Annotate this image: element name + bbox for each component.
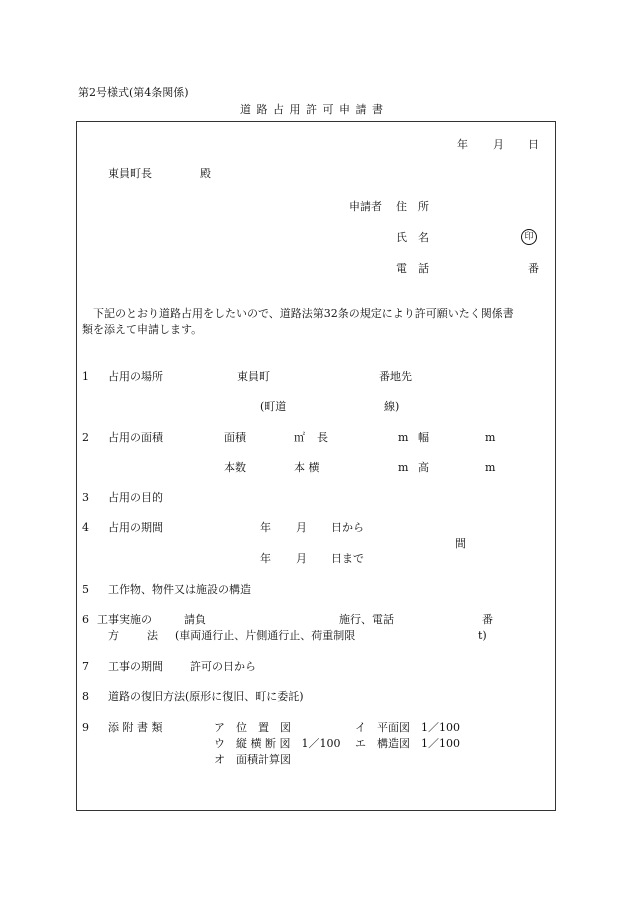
period-between: 間 bbox=[455, 537, 466, 550]
item-1-label: 占用の場所 bbox=[108, 370, 163, 383]
count-length-unit: m bbox=[398, 461, 409, 474]
count-height-label: 高 bbox=[418, 461, 429, 474]
period-to-year: 年 bbox=[260, 552, 271, 565]
applicant-name-label[interactable]: 氏 名 bbox=[396, 231, 429, 244]
construction-ban: 番 bbox=[482, 613, 493, 626]
item-8-label: 道路の復旧方法(原形に復旧、町に委託) bbox=[108, 690, 304, 703]
item-6-label-line-2b: 法 bbox=[147, 629, 158, 642]
page-title: 道 路 占 用 許 可 申 請 書 bbox=[240, 103, 384, 116]
form-number: 第2号様式(第4条関係) bbox=[78, 86, 189, 99]
place-road-open: (町道 bbox=[260, 400, 287, 413]
item-9-label: 添 附 書 類 bbox=[108, 721, 163, 734]
attachment-o: オ 面積計算図 bbox=[214, 753, 291, 766]
period-to-month: 月 bbox=[296, 552, 307, 565]
intro-line-1: 下記のとおり道路占用をしたいので、道路法第32条の規定により許可願いたく関係書 bbox=[93, 307, 514, 320]
item-5-number: 5 bbox=[82, 583, 89, 596]
item-9-number: 9 bbox=[82, 721, 89, 734]
count-hon-yoko: 本 横 bbox=[294, 461, 320, 474]
attachment-e: エ 構造図 1／100 bbox=[355, 737, 460, 750]
construction-restrictions: (車両通行止、片側通行止、荷重制限 bbox=[175, 629, 356, 642]
item-4-label: 占用の期間 bbox=[108, 521, 163, 534]
area-length-unit: m bbox=[398, 431, 409, 444]
date-day-label: 日 bbox=[528, 138, 539, 151]
attachment-a: ア 位 置 図 bbox=[214, 721, 291, 734]
applicant-address-label[interactable]: 住 所 bbox=[396, 200, 429, 213]
count-height-unit: m bbox=[485, 461, 496, 474]
intro-line-2: 類を添えて申請します。 bbox=[82, 323, 203, 336]
seal-mark: 印 bbox=[521, 229, 537, 245]
place-road-close: 線) bbox=[384, 400, 400, 413]
item-7-number: 7 bbox=[82, 660, 89, 673]
construction-phone-label: 施行、電話 bbox=[339, 613, 394, 626]
item-7-label: 工事の期間 bbox=[108, 660, 163, 673]
addressee-name: 東員町長 bbox=[108, 167, 152, 180]
item-3-number: 3 bbox=[82, 491, 89, 504]
item-8-number: 8 bbox=[82, 690, 89, 703]
item-1-number: 1 bbox=[82, 370, 89, 383]
construction-contract: 請負 bbox=[184, 613, 206, 626]
item-2-number: 2 bbox=[82, 431, 89, 444]
item-6-number: 6 bbox=[82, 613, 89, 626]
item-4-number: 4 bbox=[82, 521, 89, 534]
attachment-i: イ 平面図 1／100 bbox=[355, 721, 460, 734]
item-3-label: 占用の目的 bbox=[108, 491, 163, 504]
applicant-phone-label[interactable]: 電 話 bbox=[396, 262, 429, 275]
area-sqm-unit: ㎡ bbox=[294, 431, 305, 444]
item-6-label-line-1: 工事実施の bbox=[97, 613, 152, 626]
period-from-year: 年 bbox=[260, 521, 271, 534]
addressee-honorific: 殿 bbox=[200, 167, 211, 180]
applicant-phone-suffix: 番 bbox=[528, 262, 539, 275]
count-label: 本数 bbox=[224, 461, 246, 474]
attachment-u: ウ 縦 横 断 図 1／100 bbox=[214, 737, 341, 750]
period-to-day: 日まで bbox=[331, 552, 364, 565]
item-2-label: 占用の面積 bbox=[108, 431, 163, 444]
applicant-label: 申請者 bbox=[349, 200, 382, 213]
place-town: 東員町 bbox=[237, 370, 270, 383]
area-length-label: 長 bbox=[317, 431, 328, 444]
item-6-label-line-2a: 方 bbox=[108, 629, 119, 642]
item-5-label: 工作物、物件又は施設の構造 bbox=[108, 583, 251, 596]
period-from-month: 月 bbox=[296, 521, 307, 534]
work-period-value: 許可の日から bbox=[190, 660, 256, 673]
area-width-label: 幅 bbox=[418, 431, 429, 444]
period-from-day: 日から bbox=[331, 521, 364, 534]
date-month-label: 月 bbox=[493, 138, 504, 151]
construction-ton: t) bbox=[478, 629, 487, 642]
area-width-unit: m bbox=[485, 431, 496, 444]
area-label: 面積 bbox=[224, 431, 246, 444]
date-year-label: 年 bbox=[457, 138, 468, 151]
place-lot-suffix: 番地先 bbox=[379, 370, 412, 383]
